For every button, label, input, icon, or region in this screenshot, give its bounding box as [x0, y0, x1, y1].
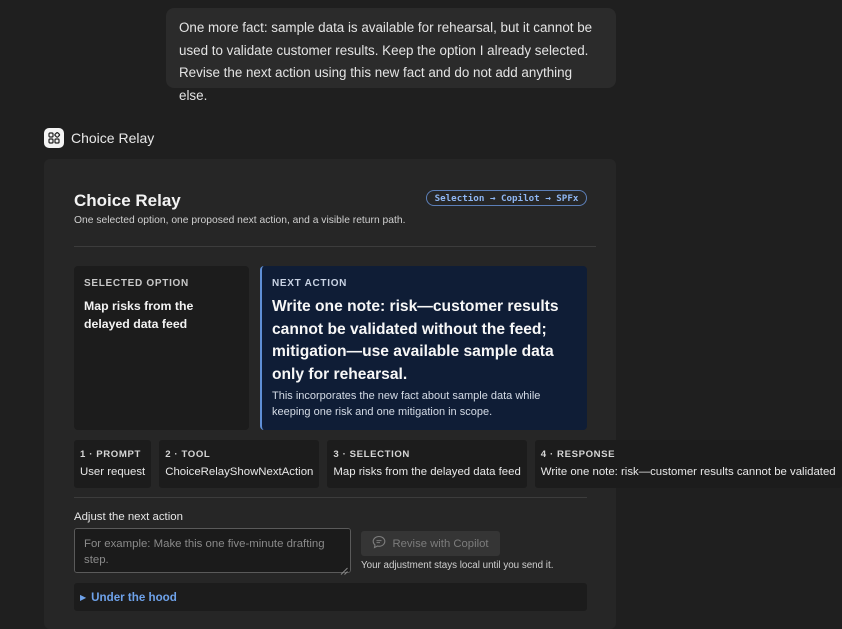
selected-option-panel	[74, 266, 249, 430]
step-tool	[159, 440, 319, 488]
step-value: Write one note: risk—customer results cannot be validated	[540, 466, 836, 478]
step-label: 2 · TOOL	[165, 449, 211, 460]
step-label: 3 · SELECTION	[333, 449, 410, 460]
choice-relay-card	[44, 159, 836, 629]
user-message-text: One more fact: sample data is available for rehearsal, but it cannot be used to validate customer results. Keep the option I already selected. Revise the next action using this new fact and do not add anything else.	[179, 20, 593, 103]
flow-badge: Selection → Copilot → SPFx	[426, 190, 587, 206]
user-message-bubble	[166, 8, 616, 103]
adjust-label: Adjust the next action	[74, 511, 183, 523]
grid-icon	[44, 128, 64, 148]
app-name: Choice Relay	[71, 130, 155, 146]
selected-option-value: Map risks from the delayed data feed	[84, 299, 194, 331]
next-action-panel	[260, 266, 587, 430]
adjust-input[interactable]	[74, 528, 351, 573]
divider	[74, 497, 587, 498]
step-label: 1 · PROMPT	[80, 449, 141, 460]
step-label: 4 · RESPONSE	[540, 449, 616, 460]
revise-button-label: Revise with Copilot	[392, 537, 489, 550]
step-response	[535, 440, 842, 488]
app-header	[44, 127, 154, 149]
revise-with-copilot-button[interactable]	[361, 531, 500, 556]
adjust-hint: Your adjustment stays local until you send it.	[361, 560, 554, 571]
next-action-label: NEXT ACTION	[272, 278, 348, 289]
card-subtitle: One selected option, one proposed next action, and a visible return path.	[74, 215, 406, 226]
step-value: ChoiceRelayShowNextAction	[165, 466, 314, 478]
relay-steps	[74, 440, 836, 488]
step-value: Map risks from the delayed data feed	[333, 466, 521, 478]
next-action-value: Write one note: risk—customer results cannot be validated without the feed; mitigation—use available sample data only for rehearsal.	[272, 298, 559, 383]
card-title: Choice Relay	[74, 191, 181, 210]
chat-bubble-icon	[372, 535, 386, 552]
resize-grip-icon[interactable]	[340, 562, 348, 570]
next-action-note: This incorporates the new fact about sample data while keeping one risk and one mitigation in scope.	[272, 390, 541, 418]
under-the-hood-toggle[interactable]	[74, 583, 587, 611]
triangle-right-icon: ▶	[80, 592, 87, 602]
selected-option-label: SELECTED OPTION	[84, 278, 189, 289]
divider	[74, 246, 596, 247]
step-value: User request	[80, 466, 146, 478]
step-prompt	[74, 440, 151, 488]
step-selection	[327, 440, 526, 488]
under-the-hood-label: Under the hood	[91, 590, 177, 604]
